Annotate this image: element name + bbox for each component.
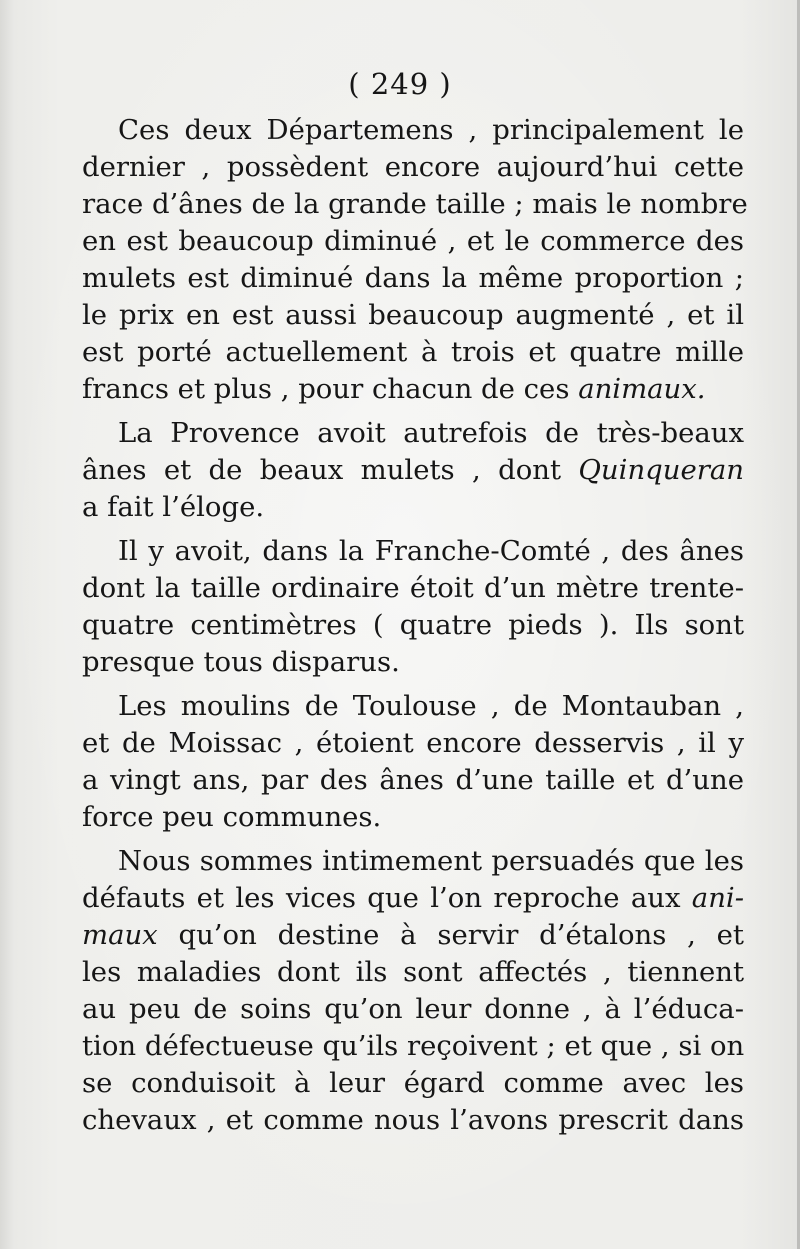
paragraph xyxy=(82,112,748,408)
paragraph-gap xyxy=(82,526,744,533)
text-segment: mulets est diminué dans la même proportion ; xyxy=(82,262,744,294)
text-segment: La Provence avoit autrefois de très-beaux xyxy=(118,417,744,449)
text-line xyxy=(82,762,744,799)
italic-text: animaux. xyxy=(578,373,706,405)
text-segment: en est beaucoup diminué , et le commerce des xyxy=(82,225,744,257)
text-segment: francs et plus , pour chacun de ces xyxy=(82,373,579,405)
text-line xyxy=(82,991,744,1028)
paragraph-gap xyxy=(82,836,744,843)
text-segment: ânes et de beaux mulets , dont xyxy=(82,454,579,486)
text-segment: Les moulins de Toulouse , de Montauban , xyxy=(118,690,744,722)
text-segment: race d’ânes de la grande taille ; mais le nombre xyxy=(82,188,748,220)
text-line xyxy=(82,452,744,489)
text-segment: au peu de soins qu’on leur donne , à l’éduca- xyxy=(82,993,744,1025)
text-segment: Il y avoit, dans la Franche-Comté , des ânes xyxy=(118,535,744,567)
text-line xyxy=(82,1028,744,1065)
italic-text: Quinqueran xyxy=(578,454,744,486)
paragraph xyxy=(82,843,744,1139)
text-line xyxy=(82,917,744,954)
text-line xyxy=(82,186,748,223)
text-segment: Ces deux Départemens , principalement le xyxy=(118,114,744,146)
italic-text: maux xyxy=(82,919,158,951)
text-line xyxy=(82,570,744,607)
paragraph xyxy=(82,415,744,526)
text-line xyxy=(82,489,744,526)
text-segment: presque tous disparus. xyxy=(82,646,400,678)
text-segment: tion défectueuse qu’ils reçoivent ; et que , si on xyxy=(82,1030,745,1062)
text-line xyxy=(82,880,744,917)
text-line xyxy=(82,954,744,991)
text-line xyxy=(82,688,744,725)
paragraph xyxy=(82,688,744,836)
text-segment: qu’on destine à servir d’étalons , et xyxy=(157,919,744,951)
text-line xyxy=(82,644,744,681)
paragraph xyxy=(82,533,744,681)
text-line xyxy=(82,112,744,149)
text-segment: chevaux , et comme nous l’avons prescrit dans xyxy=(82,1104,744,1136)
text-line xyxy=(82,799,744,836)
text-line xyxy=(82,1102,744,1139)
text-segment: défauts et les vices que l’on reproche aux xyxy=(82,882,692,914)
paragraph-gap xyxy=(82,681,744,688)
text-line xyxy=(82,1065,744,1102)
text-line xyxy=(82,297,744,334)
text-line xyxy=(82,334,744,371)
text-line xyxy=(82,725,744,762)
text-line xyxy=(82,607,744,644)
text-line xyxy=(82,149,744,186)
text-segment: quatre centimètres ( quatre pieds ). Ils sont xyxy=(82,609,744,641)
text-segment: et de Moissac , étoient encore desservis , il y xyxy=(82,727,744,759)
text-segment: le prix en est aussi beaucoup augmenté , et il xyxy=(82,299,744,331)
text-segment: Nous sommes intimement persuadés que les xyxy=(118,845,744,877)
text-line xyxy=(82,415,744,452)
text-segment: dernier , possèdent encore aujourd’hui cette xyxy=(82,151,744,183)
text-segment: est porté actuellement à trois et quatre mille xyxy=(82,336,744,368)
text-line xyxy=(82,260,744,297)
text-line xyxy=(82,533,744,570)
paragraph-gap xyxy=(82,408,744,415)
text-segment: se conduisoit à leur égard comme avec les xyxy=(82,1067,744,1099)
page-body-text xyxy=(82,112,748,1139)
text-line xyxy=(82,843,744,880)
text-line xyxy=(82,223,744,260)
page-number: ( 249 ) xyxy=(348,67,452,101)
text-segment: dont la taille ordinaire étoit d’un mètre trente- xyxy=(82,572,744,604)
text-line xyxy=(82,371,744,408)
text-segment: force peu communes. xyxy=(82,801,382,833)
italic-text: ani- xyxy=(691,882,744,914)
text-segment: a fait l’éloge. xyxy=(82,491,265,523)
text-segment: les maladies dont ils sont affectés , tiennent xyxy=(82,956,744,988)
text-segment: a vingt ans, par des ânes d’une taille et d’une xyxy=(82,764,744,796)
